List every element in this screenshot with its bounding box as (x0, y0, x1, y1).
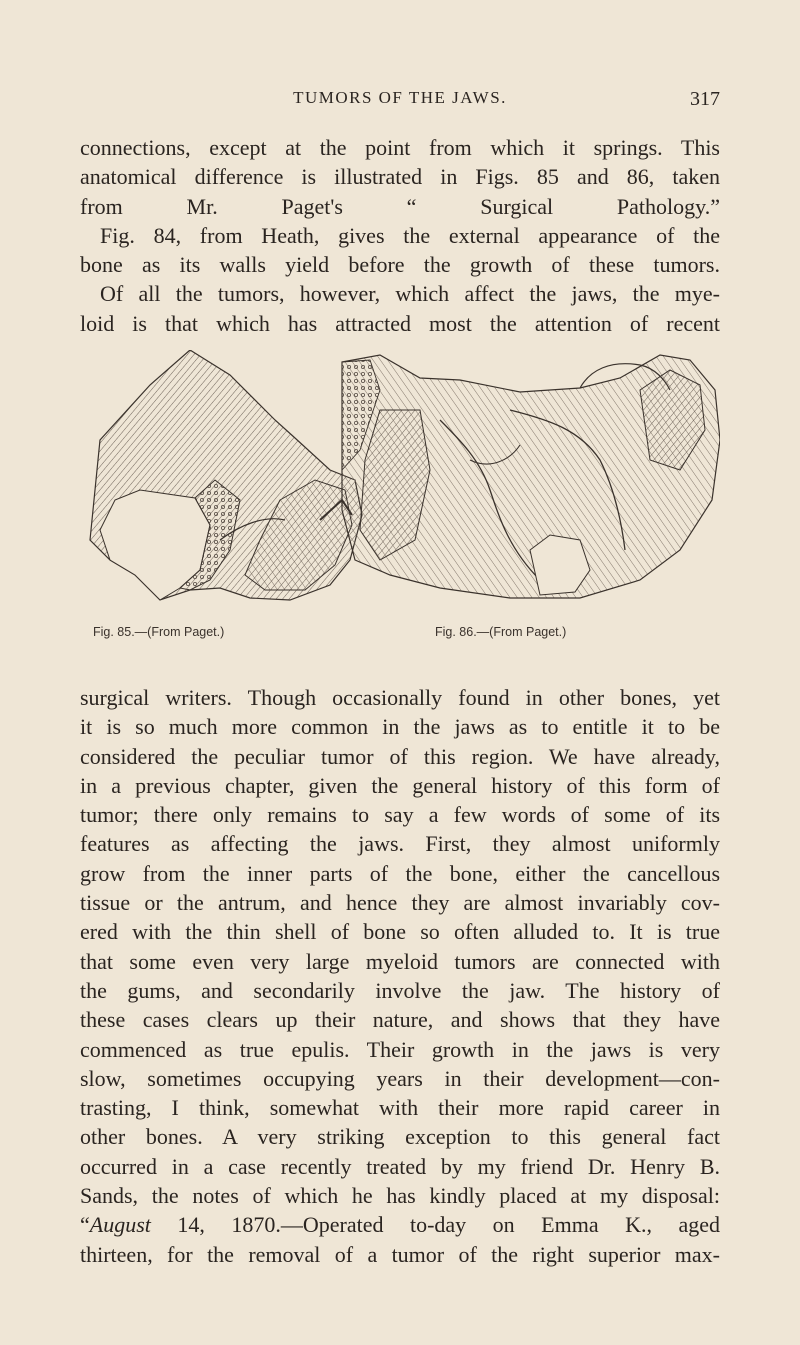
text-line-quote (80, 1210, 720, 1239)
text-line: anatomical difference is illustrated in Figs. 85 and 86, taken (80, 164, 720, 190)
text-line: considered the peculiar tumor of this region. We have already, (80, 743, 720, 769)
text-line: loid is that which has attracted most the attention of recent (80, 310, 720, 336)
fig86-caption: Fig. 86.—(From Paget.) (435, 625, 567, 639)
paragraph-bottom (80, 683, 720, 1269)
text-line: tissue or the antrum, and hence they are almost invariably cov- (80, 890, 720, 916)
fig85-jaw-illustration (90, 350, 362, 600)
text-line: thirteen, for the removal of a tumor of the right superior max- (80, 1241, 720, 1267)
text-line: Sands, the notes of which he has kindly placed at my disposal: (80, 1183, 720, 1209)
text-line: ered with the thin shell of bone so often alluded to. It is true (80, 919, 720, 945)
text-line: commenced as true epulis. Their growth in the jaws is very (80, 1036, 720, 1062)
text-line: Of all the tumors, however, which affect the jaws, the mye- (100, 281, 720, 307)
fig86-jaw-illustration (342, 355, 720, 598)
text-line: it is so much more common in the jaws as to entitle it to be (80, 714, 720, 740)
page-header (80, 88, 720, 112)
text-line: the gums, and secondarily involve the jaw. The history of (80, 977, 720, 1003)
figures (80, 350, 720, 620)
text-line: occurred in a case recently treated by my friend Dr. Henry B. (80, 1153, 720, 1179)
quote-date: August (89, 1212, 151, 1238)
paragraph-top (80, 133, 720, 338)
text-line: surgical writers. Though occasionally found in other bones, yet (80, 685, 720, 710)
text-line: from Mr. Paget's “ Surgical Pathology.” (80, 193, 720, 219)
page-number: 317 (690, 88, 720, 110)
text-line: that some even very large myeloid tumors are connected with (80, 948, 720, 974)
text-line: these cases clears up their nature, and shows that they have (80, 1007, 720, 1033)
quote-text: 14, 1870.—Operated to-day on Emma K., aged (150, 1212, 720, 1238)
text-line: grow from the inner parts of the bone, either the cancellous (80, 860, 720, 886)
quote-mark: “ (80, 1212, 90, 1238)
text-line: other bones. A very striking exception to this general fact (80, 1124, 720, 1150)
text-line: slow, sometimes occupying years in their development—con- (80, 1065, 720, 1091)
text-line: tumor; there only remains to say a few words of some of its (80, 802, 720, 828)
text-line: bone as its walls yield before the growth of these tumors. (80, 252, 720, 278)
text-line: features as affecting the jaws. First, they almost uniformly (80, 831, 720, 857)
figures-illustration (80, 350, 720, 620)
text-line: in a previous chapter, given the general history of this form of (80, 772, 720, 798)
text-line: trasting, I think, somewhat with their more rapid career in (80, 1095, 720, 1121)
running-title: TUMORS OF THE JAWS. (293, 88, 507, 107)
text-line: Fig. 84, from Heath, gives the external appearance of the (100, 222, 720, 248)
fig85-caption: Fig. 85.—(From Paget.) (93, 625, 225, 639)
text-line: connections, except at the point from which it springs. This (80, 135, 720, 160)
